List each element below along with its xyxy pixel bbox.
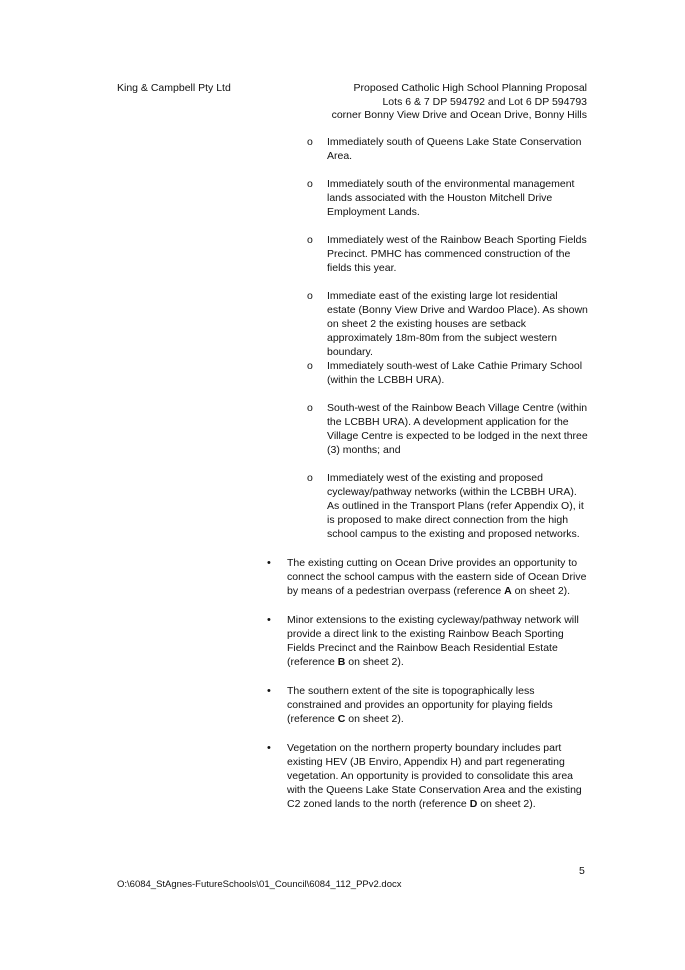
header-company: King & Campbell Pty Ltd	[117, 82, 231, 94]
main-bullet-marker: •	[267, 557, 271, 569]
main-list-item	[287, 741, 589, 811]
sub-list-item: Immediate east of the existing large lot residential estate (Bonny View Drive and Wardoo Place). As shown on sheet 2 the existing houses are setback approximately 18m-80m from the subject western boundary.	[327, 290, 588, 358]
sub-bullet-marker: o	[307, 402, 313, 414]
main-bullet-marker: •	[267, 614, 271, 626]
sub-list-item: Immediately south of the environmental management lands associated with the Houston Mitchell Drive Employment Lands.	[327, 178, 575, 218]
main-bullet-marker: •	[267, 742, 271, 754]
item-text: The existing cutting on Ocean Drive provides an opportunity to connect the school campus with the eastern side of Ocean Drive by means of a pedestrian overpass (reference	[287, 557, 587, 597]
sub-list-item: Immediately south of Queens Lake State Conservation Area.	[327, 136, 582, 162]
sub-bullet-marker: o	[307, 360, 313, 372]
item-text: on sheet 2).	[511, 585, 571, 597]
sub-bullet-marker: o	[307, 290, 313, 302]
header-line: corner Bonny View Drive and Ocean Drive, Bonny Hills	[331, 109, 587, 121]
sheet-reference: C	[337, 713, 346, 725]
item-text: The southern extent of the site is topographically less constrained and provides an opportunity for playing fields (reference	[287, 685, 553, 725]
sub-bullet-marker: o	[307, 472, 313, 484]
main-bullet-marker: •	[267, 685, 271, 697]
sub-list-item: Immediately west of the Rainbow Beach Sporting Fields Precinct. PMHC has commenced construction of the fields this year.	[327, 234, 587, 274]
sub-list-item: South-west of the Rainbow Beach Village Centre (within the LCBBH URA). A development application for the Village Centre is expected to be lodged in the next three (3) months; and	[327, 402, 588, 456]
sub-bullet-marker: o	[307, 178, 313, 190]
item-text: on sheet 2).	[345, 713, 404, 725]
sub-list-item: Immediately west of the existing and proposed cycleway/pathway networks (within the LCBBH URA). As outlined in the Transport Plans (refer Appendix O), it is proposed to make direct connection from the high school campus to the existing and proposed networks.	[327, 472, 584, 540]
header-line: Proposed Catholic High School Planning Proposal	[353, 82, 587, 94]
item-text: on sheet 2).	[345, 656, 404, 668]
page-number: 5	[579, 865, 585, 877]
header-project-info	[332, 82, 587, 123]
sub-bullet-marker: o	[307, 234, 313, 246]
footer-file-path: O:\6084_StAgnes-FutureSchools\01_Council\6084_112_PPv2.docx	[117, 879, 402, 890]
item-text: Vegetation on the northern property boundary includes part existing HEV (JB Enviro, Appendix H) and part regenerating vegetation. An opportunity is provided to consolidate this area with the Queens Lake State Conservation Area and the existing C2 zoned lands to the north (reference	[287, 742, 582, 810]
item-text: on sheet 2).	[477, 798, 536, 810]
header-line: Lots 6 & 7 DP 594792 and Lot 6 DP 594793	[382, 95, 587, 108]
sheet-reference: A	[504, 585, 512, 597]
sheet-reference: D	[469, 798, 478, 810]
main-list-item	[287, 556, 589, 598]
item-text: Minor extensions to the existing cycleway/pathway network will provide a direct link to the existing Rainbow Beach Sporting Fields Precinct and the Rainbow Beach Residential Estate (reference	[287, 614, 579, 668]
sub-bullet-marker: o	[307, 136, 313, 148]
main-list-item	[287, 684, 589, 726]
sheet-reference: B	[337, 656, 346, 668]
sub-list-item: Immediately south-west of Lake Cathie Primary School (within the LCBBH URA).	[327, 360, 583, 386]
main-list-item	[287, 613, 589, 669]
